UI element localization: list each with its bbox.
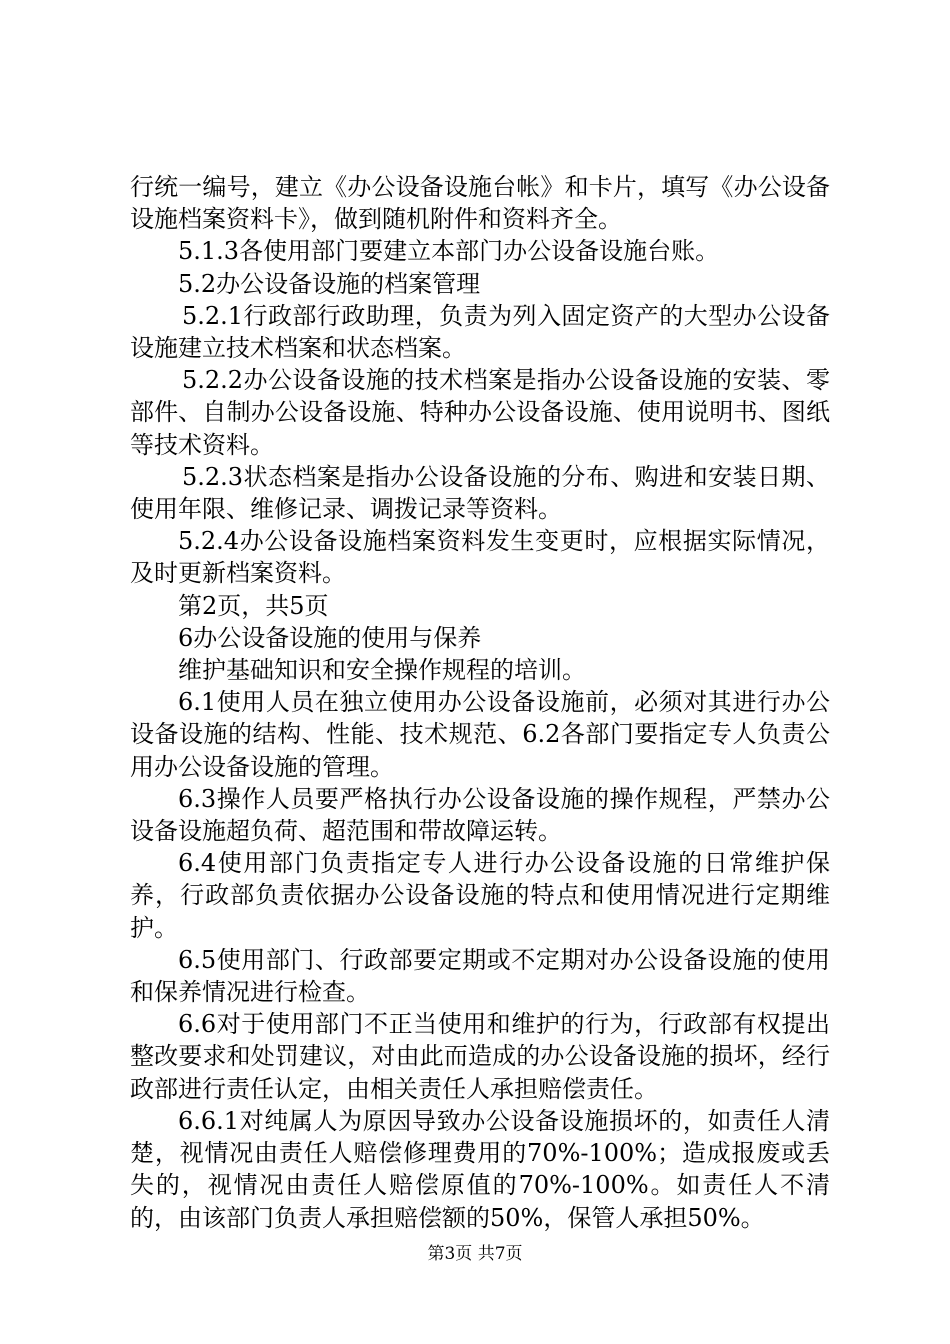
- paragraph-15: 6.6对于使用部门不正当使用和维护的行为，行政部有权提出整改要求和处罚建议，对由此而造成的办公设备设施的损坏，经行政部进行责任认定，由相关责任人承担赔偿责任。: [130, 1010, 830, 1103]
- paragraph-3: 5.2办公设备设施的档案管理: [178, 269, 481, 298]
- document-body: [130, 171, 830, 1234]
- paragraph-6: 5.2.3状态档案是指办公设备设施的分布、购进和安装日期、使用年限、维修记录、调拨记录等资料。: [130, 462, 830, 524]
- paragraph-5: 5.2.2办公设备设施的技术档案是指办公设备设施的安装、零部件、自制办公设备设施、特种办公设备设施、使用说明书、图纸等技术资料。: [130, 366, 830, 459]
- paragraph-13: 6.4使用部门负责指定专人进行办公设备设施的日常维护保养，行政部负责依据办公设备设施的特点和使用情况进行定期维护。: [130, 849, 830, 942]
- paragraph-11: 6.1使用人员在独立使用办公设备设施前，必须对其进行办公设备设施的结构、性能、技术规范、6.2各部门要指定专人负责公用办公设备设施的管理。: [130, 688, 830, 781]
- paragraph-4: 5.2.1行政部行政助理，负责为列入固定资产的大型办公设备设施建立技术档案和状态档案。: [130, 301, 830, 363]
- inline-page-marker: 第2页，共5页: [178, 591, 329, 620]
- paragraph-14: 6.5使用部门、行政部要定期或不定期对办公设备设施的使用和保养情况进行检查。: [130, 945, 830, 1007]
- paragraph-1: 行统一编号，建立《办公设备设施台帐》和卡片，填写《办公设备设施档案资料卡》，做到随机附件和资料齐全。: [130, 173, 830, 234]
- paragraph-12: 6.3操作人员要严格执行办公设备设施的操作规程，严禁办公设备设施超负荷、超范围和带故障运转。: [130, 784, 830, 846]
- paragraph-16: 6.6.1对纯属人为原因导致办公设备设施损坏的，如责任人清楚，视情况由责任人赔偿修理费用的70%-100%；造成报废或丢失的，视情况由责任人赔偿原值的70%-100%。如责任人不清的，由该部门负责人承担赔偿额的50%，保管人承担50%。: [130, 1106, 830, 1232]
- paragraph-7: 5.2.4办公设备设施档案资料发生变更时，应根据实际情况，及时更新档案资料。: [130, 527, 830, 588]
- page-number-label: 第3页 共7页: [427, 1244, 523, 1264]
- section-heading-6: 6办公设备设施的使用与保养: [178, 623, 482, 652]
- paragraph-2: 5.1.3各使用部门要建立本部门办公设备设施台账。: [178, 237, 720, 266]
- page-footer: [0, 1244, 950, 1264]
- paragraph-10: 维护基础知识和安全操作规程的培训。: [178, 656, 586, 685]
